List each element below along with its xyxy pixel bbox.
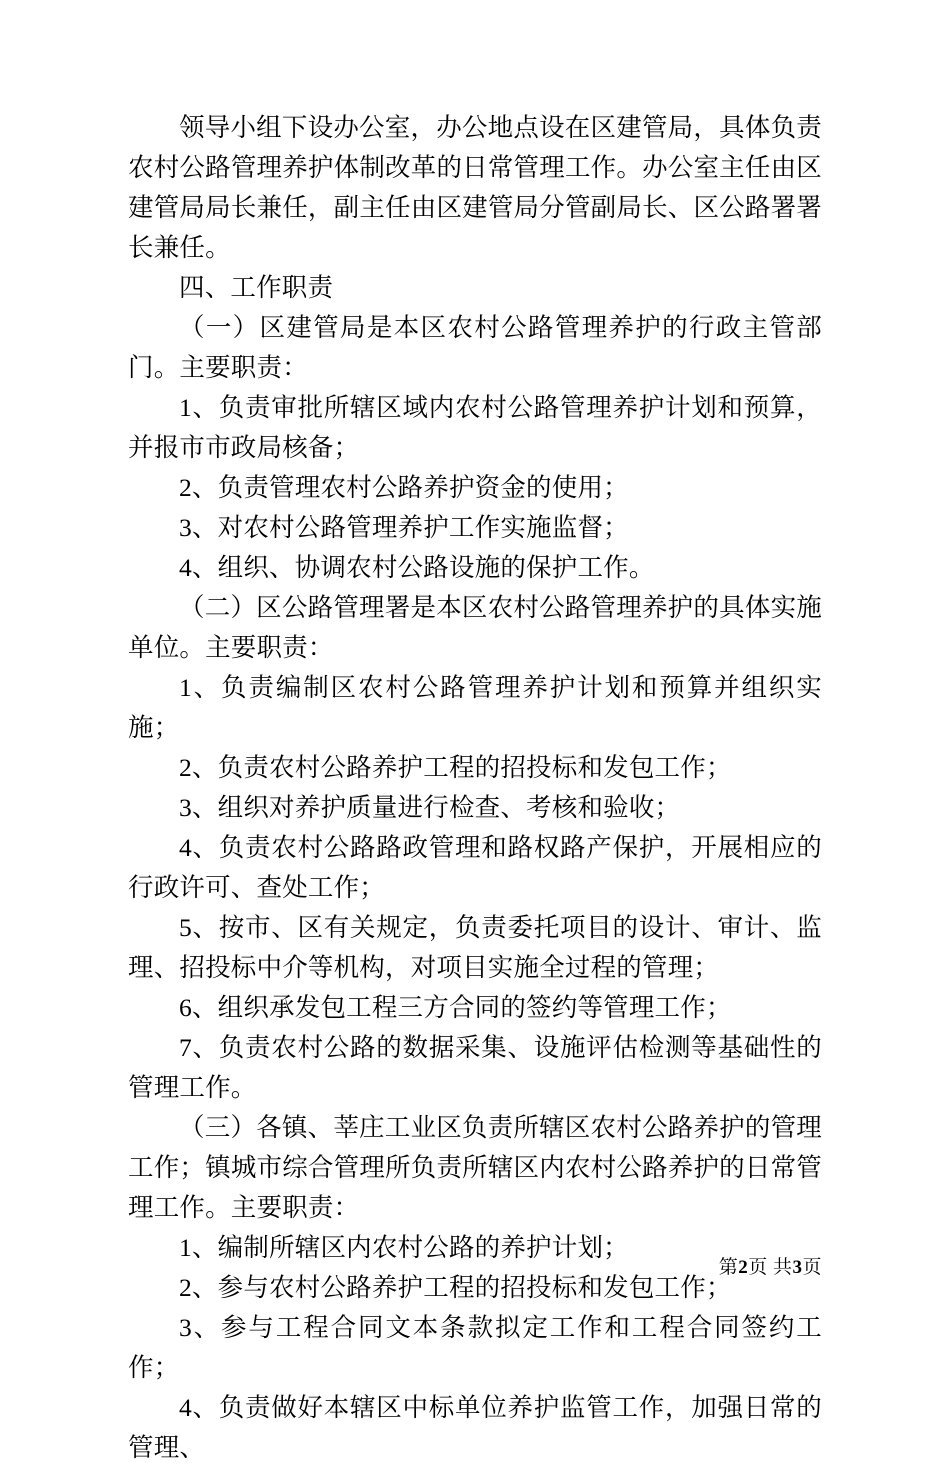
- footer-total-pages: 3: [792, 1257, 803, 1278]
- page-footer: [719, 1256, 822, 1280]
- paragraph-list-item: 7、负责农村公路的数据采集、设施评估检测等基础性的管理工作。: [128, 1033, 822, 1102]
- paragraph: 领导小组下设办公室，办公地点设在区建管局，具体负责农村公路管理养护体制改革的日常管理工作。办公室主任由区建管局局长兼任，副主任由区建管局分管副局长、区公路署署长兼任。: [128, 113, 822, 262]
- paragraph-list-item: 4、负责农村公路路政管理和路权路产保护，开展相应的行政许可、查处工作；: [128, 833, 822, 902]
- paragraph-list-item: 2、负责农村公路养护工程的招投标和发包工作；: [179, 753, 732, 782]
- paragraph-list-item: 2、负责管理农村公路养护资金的使用；: [179, 473, 629, 502]
- paragraph-heading-section-four: 四、工作职责: [179, 273, 334, 302]
- paragraph-list-item: 1、负责审批所辖区域内农村公路管理养护计划和预算，并报市市政局核备；: [128, 393, 822, 462]
- paragraph-list-item: 3、参与工程合同文本条款拟定工作和工程合同签约工作；: [128, 1313, 822, 1382]
- paragraph-list-item: 5、按市、区有关规定，负责委托项目的设计、审计、监理、招投标中介等机构，对项目实施全过程的管理；: [128, 913, 822, 982]
- footer-suffix: 页: [802, 1257, 822, 1278]
- paragraph: （二）区公路管理署是本区农村公路管理养护的具体实施单位。主要职责：: [128, 593, 822, 662]
- footer-page-number: 2: [738, 1257, 749, 1278]
- footer-prefix: 第: [718, 1257, 739, 1278]
- paragraph: （一）区建管局是本区农村公路管理养护的行政主管部门。主要职责：: [128, 313, 822, 382]
- paragraph-list-item: 1、编制所辖区内农村公路的养护计划；: [179, 1233, 629, 1262]
- paragraph-list-item: 4、组织、协调农村公路设施的保护工作。: [179, 553, 655, 582]
- paragraph-list-item: 3、组织对养护质量进行检查、考核和验收；: [179, 793, 681, 822]
- paragraph-list-item: 4、负责做好本辖区中标单位养护监管工作，加强日常的管理、: [128, 1393, 822, 1462]
- paragraph-list-item: 6、组织承发包工程三方合同的签约等管理工作；: [179, 993, 732, 1022]
- footer-middle: 页 共: [748, 1257, 793, 1278]
- paragraph-list-item: 1、负责编制区农村公路管理养护计划和预算并组织实施；: [128, 673, 822, 742]
- paragraph: （三）各镇、莘庄工业区负责所辖区农村公路养护的管理工作；镇城市综合管理所负责所辖区内农村公路养护的日常管理工作。主要职责：: [128, 1113, 822, 1222]
- paragraph-list-item: 3、对农村公路管理养护工作实施监督；: [179, 513, 629, 542]
- paragraph-list-item: 2、参与农村公路养护工程的招投标和发包工作；: [179, 1273, 732, 1302]
